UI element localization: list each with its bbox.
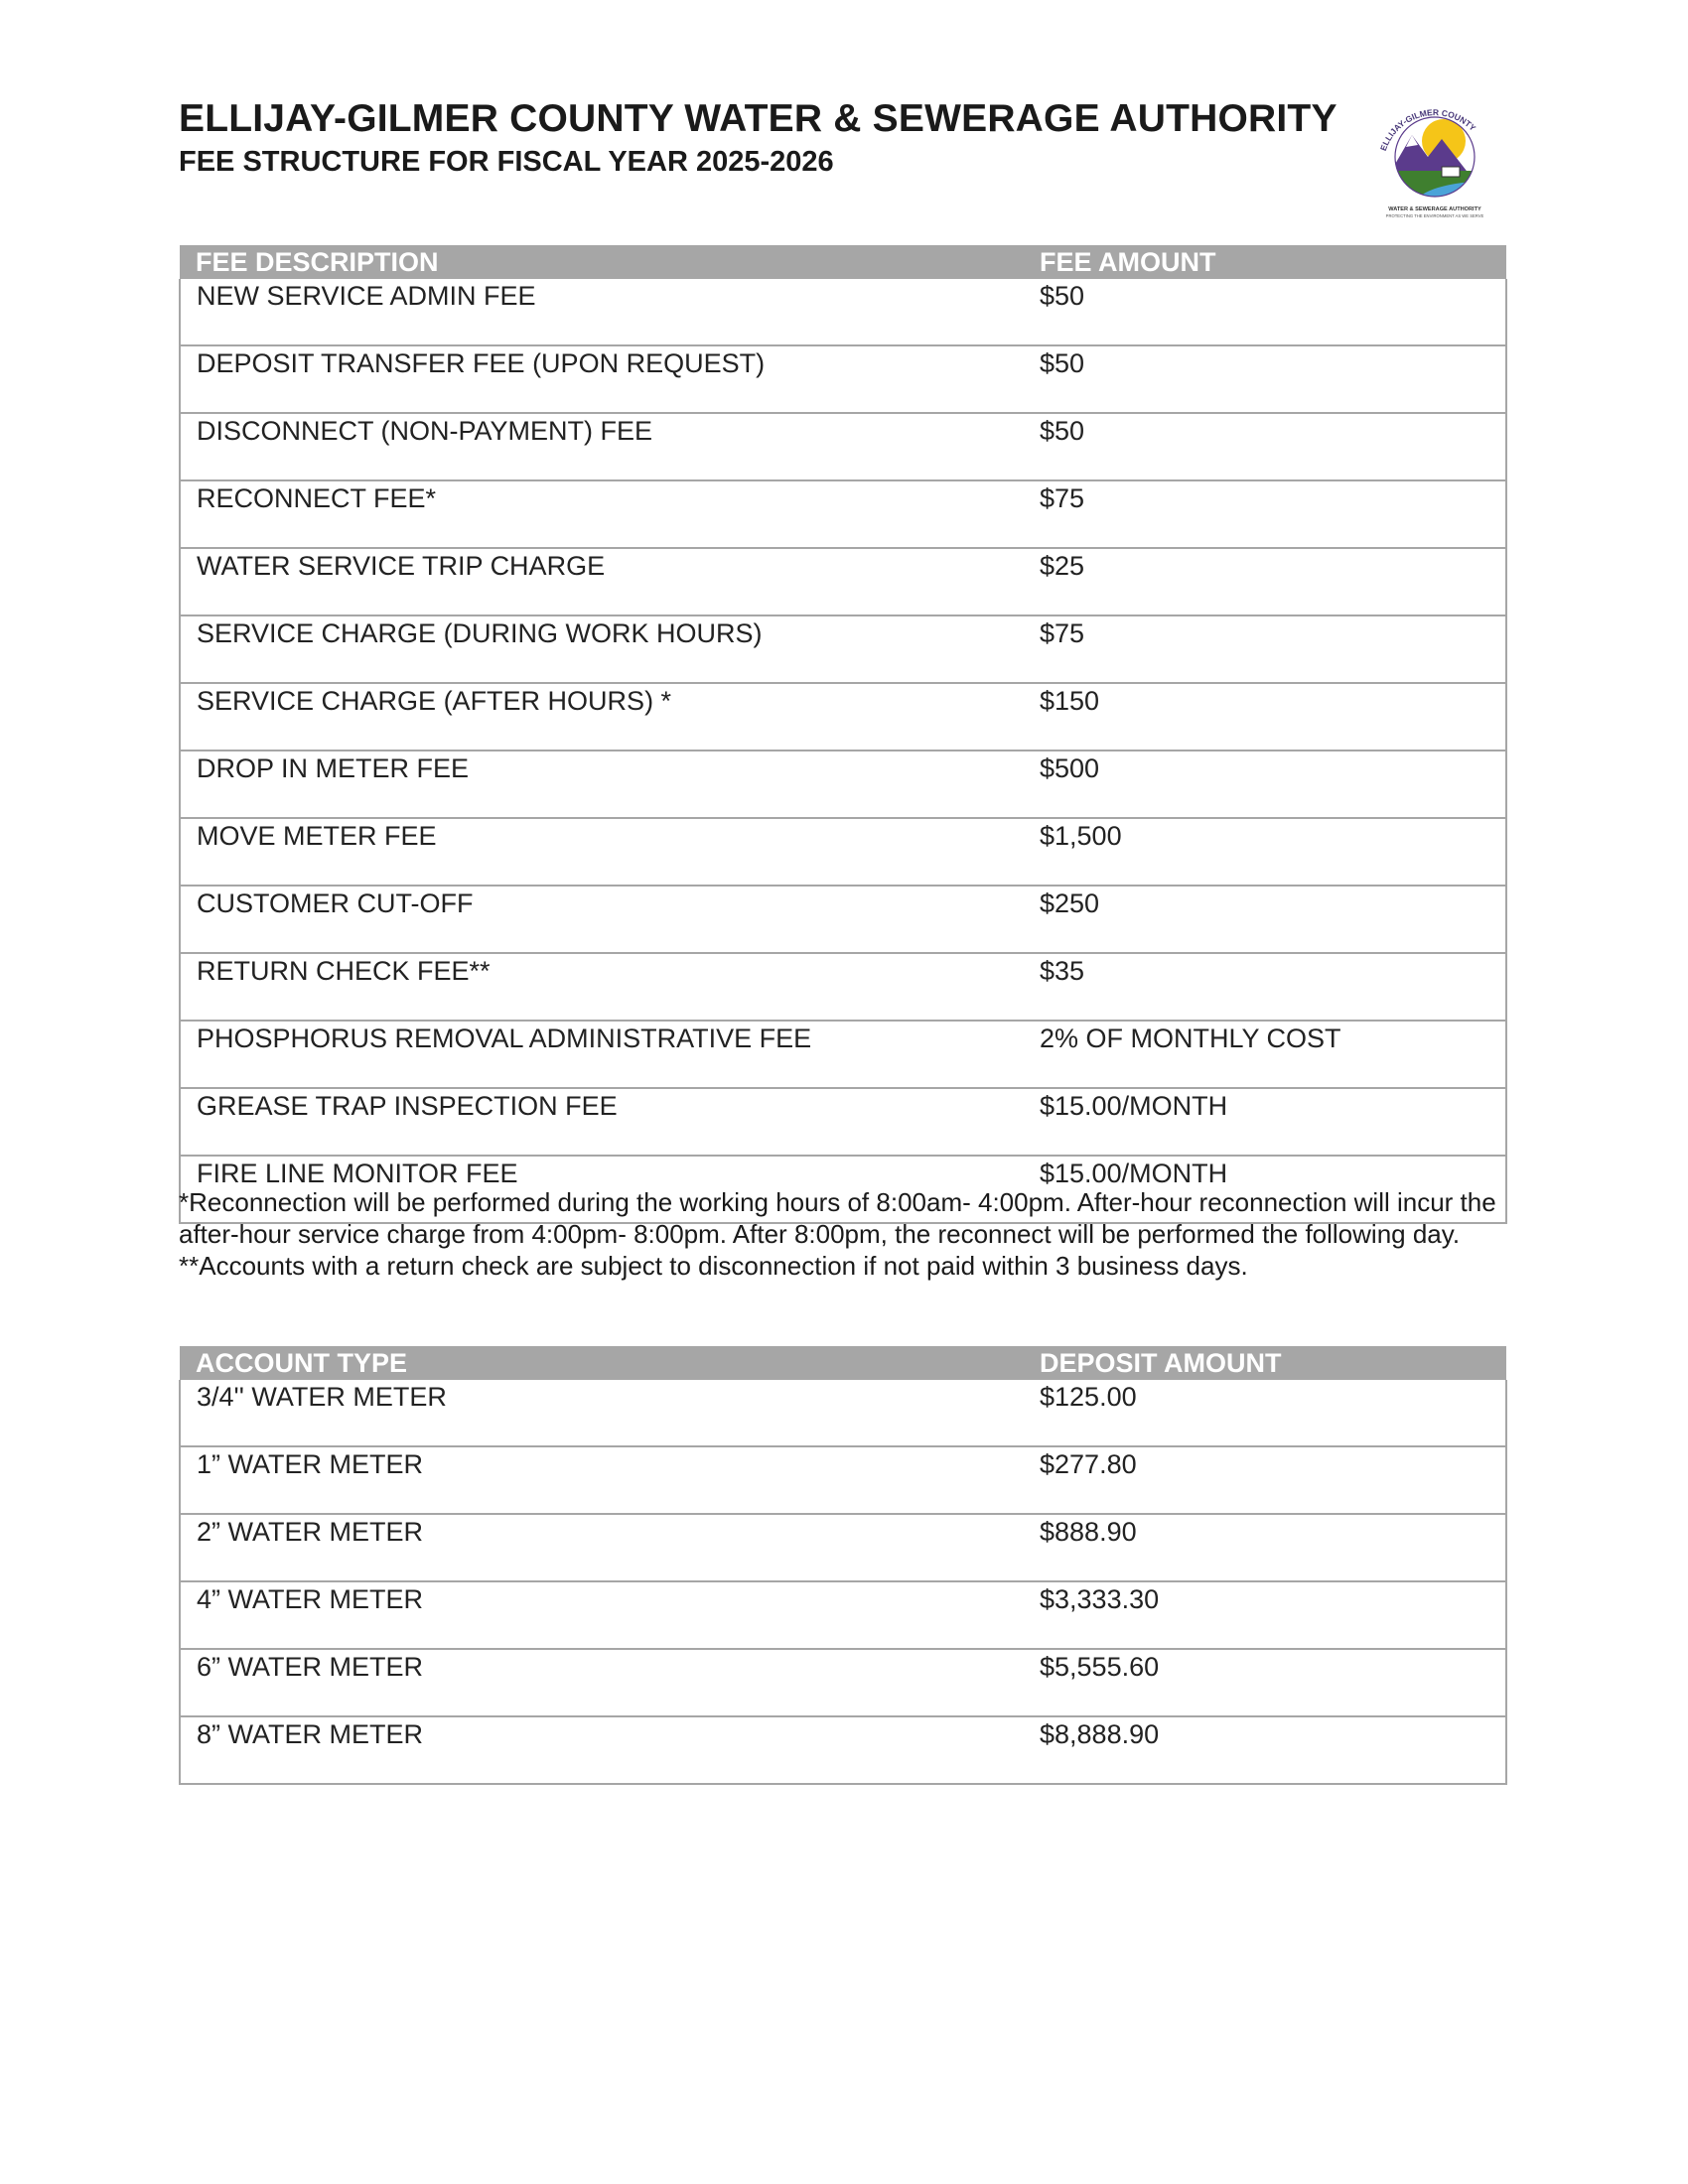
table-row (180, 615, 1506, 683)
deposit-amount-cell: $5,555.60 (1024, 1649, 1506, 1716)
table-row (180, 1088, 1506, 1156)
fee-amount-cell: $50 (1024, 413, 1506, 480)
fee-description-cell: MOVE METER FEE (180, 818, 1024, 886)
fee-description-cell: FIRE LINE MONITOR FEE (180, 1156, 1024, 1223)
fee-amount-cell: $75 (1024, 480, 1506, 548)
logo-arc-text: ELLIJAY-GILMER COUNTY (1377, 107, 1478, 153)
account-type-cell: 6” WATER METER (180, 1649, 1024, 1716)
fee-amount-cell: $75 (1024, 615, 1506, 683)
fee-description-cell: PHOSPHORUS REMOVAL ADMINISTRATIVE FEE (180, 1021, 1024, 1088)
table-row (180, 1716, 1506, 1784)
fee-amount-cell: $250 (1024, 886, 1506, 953)
fee-table (179, 245, 1507, 1224)
page-title: ELLIJAY-GILMER COUNTY WATER & SEWERAGE AUTHORITY (179, 97, 1337, 140)
fee-description-cell: RECONNECT FEE* (180, 480, 1024, 548)
column-header-fee-amount: FEE AMOUNT (1024, 245, 1506, 279)
table-row (180, 1649, 1506, 1716)
fee-table-header (180, 245, 1506, 279)
deposit-amount-cell: $125.00 (1024, 1380, 1506, 1446)
table-row (180, 1446, 1506, 1514)
table-row (180, 886, 1506, 953)
fee-description-cell: WATER SERVICE TRIP CHARGE (180, 548, 1024, 615)
table-row (180, 751, 1506, 818)
table-row (180, 548, 1506, 615)
account-type-cell: 3/4'' WATER METER (180, 1380, 1024, 1446)
page-subtitle: FEE STRUCTURE FOR FISCAL YEAR 2025-2026 (179, 146, 834, 178)
reconnection-footnote: *Reconnection will be performed during the working hours of 8:00am- 4:00pm. After-hour reconnection will incur the after-hour service charge from 4:00pm- 8:00pm. After 8:00pm, the reconnect will be performed the following day. (179, 1187, 1496, 1249)
table-row (180, 1514, 1506, 1581)
fee-amount-cell: $15.00/MONTH (1024, 1156, 1506, 1223)
table-row (180, 1380, 1506, 1446)
fee-description-cell: DISCONNECT (NON-PAYMENT) FEE (180, 413, 1024, 480)
table-row (180, 480, 1506, 548)
logo-tagline: PROTECTING THE ENVIRONMENT AS WE SERVE (1385, 213, 1484, 218)
fee-description-cell: DEPOSIT TRANSFER FEE (UPON REQUEST) (180, 345, 1024, 413)
footnotes (179, 1186, 1509, 1282)
fee-amount-cell: $150 (1024, 683, 1506, 751)
logo-name-line: WATER & SEWERAGE AUTHORITY (1388, 206, 1481, 212)
deposit-amount-cell: $888.90 (1024, 1514, 1506, 1581)
table-row (180, 1581, 1506, 1649)
table-row (180, 345, 1506, 413)
fee-description-cell: NEW SERVICE ADMIN FEE (180, 279, 1024, 345)
column-header-account-type: ACCOUNT TYPE (180, 1346, 1024, 1380)
fee-amount-cell: $50 (1024, 345, 1506, 413)
table-row (180, 683, 1506, 751)
fee-description-cell: SERVICE CHARGE (DURING WORK HOURS) (180, 615, 1024, 683)
deposit-table-header (180, 1346, 1506, 1380)
fee-description-cell: RETURN CHECK FEE** (180, 953, 1024, 1021)
account-type-cell: 2” WATER METER (180, 1514, 1024, 1581)
deposit-amount-cell: $8,888.90 (1024, 1716, 1506, 1784)
fee-amount-cell: $15.00/MONTH (1024, 1088, 1506, 1156)
account-type-cell: 1” WATER METER (180, 1446, 1024, 1514)
fee-amount-cell: $1,500 (1024, 818, 1506, 886)
deposit-amount-cell: $3,333.30 (1024, 1581, 1506, 1649)
fee-description-cell: CUSTOMER CUT-OFF (180, 886, 1024, 953)
deposit-amount-cell: $277.80 (1024, 1446, 1506, 1514)
fee-description-cell: DROP IN METER FEE (180, 751, 1024, 818)
table-row (180, 1021, 1506, 1088)
logo-land (1390, 171, 1479, 205)
fee-description-cell: SERVICE CHARGE (AFTER HOURS) * (180, 683, 1024, 751)
column-header-deposit-amount: DEPOSIT AMOUNT (1024, 1346, 1506, 1380)
column-header-fee-description: FEE DESCRIPTION (180, 245, 1024, 279)
account-type-cell: 8” WATER METER (180, 1716, 1024, 1784)
fee-amount-cell: $35 (1024, 953, 1506, 1021)
table-row (180, 413, 1506, 480)
fee-amount-cell: $500 (1024, 751, 1506, 818)
return-check-footnote: **Accounts with a return check are subject to disconnection if not paid within 3 business days. (179, 1251, 1248, 1281)
fee-description-cell: GREASE TRAP INSPECTION FEE (180, 1088, 1024, 1156)
table-row (180, 953, 1506, 1021)
deposit-table (179, 1346, 1507, 1785)
authority-logo (1370, 95, 1499, 229)
fee-amount-cell: $25 (1024, 548, 1506, 615)
fee-amount-cell: $50 (1024, 279, 1506, 345)
account-type-cell: 4” WATER METER (180, 1581, 1024, 1649)
table-row (180, 818, 1506, 886)
table-row (180, 279, 1506, 345)
fee-amount-cell: 2% OF MONTHLY COST (1024, 1021, 1506, 1088)
